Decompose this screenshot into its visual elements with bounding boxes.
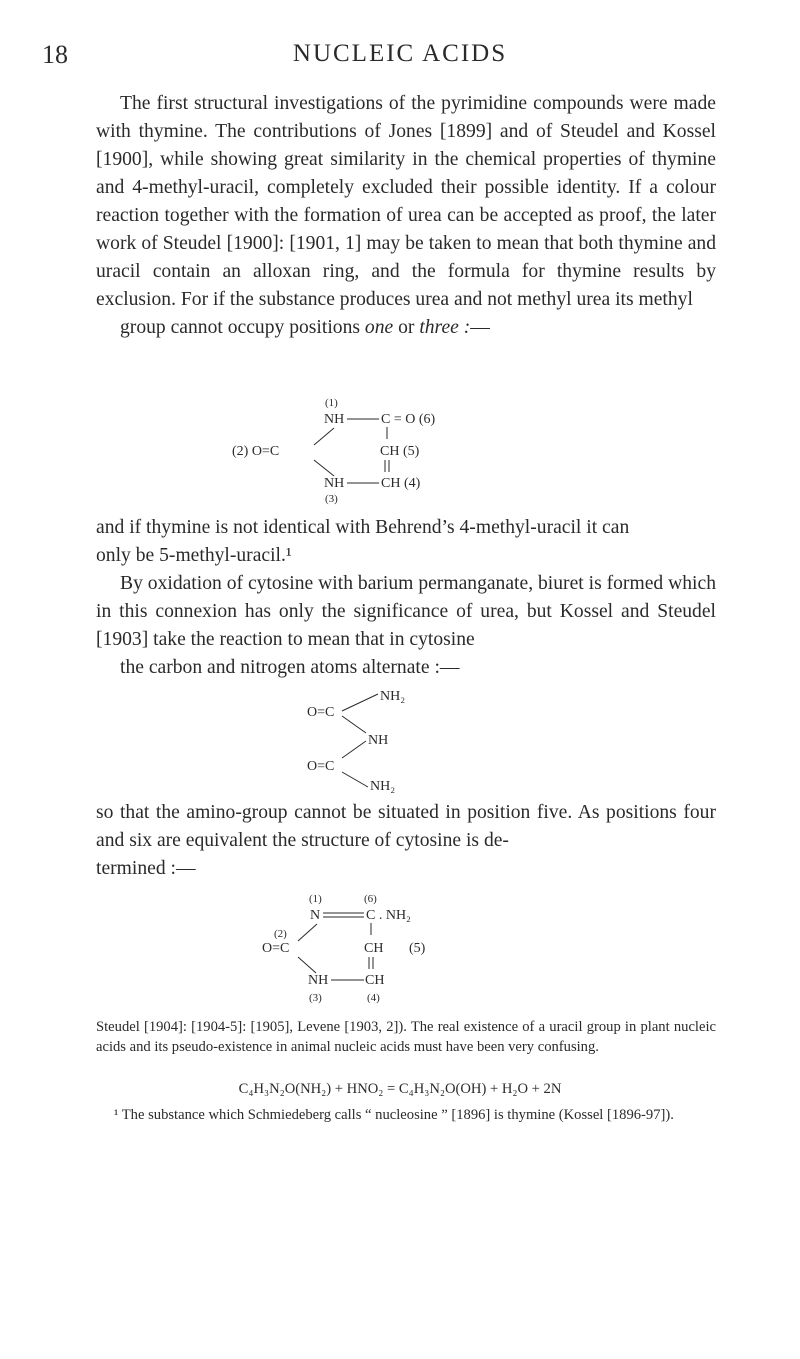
emphasis-one: one — [364, 317, 394, 338]
bond — [342, 772, 368, 787]
atom-label: NH — [324, 412, 345, 427]
emphasis-three: three : — [419, 317, 471, 338]
atom-label: CH (5) — [380, 444, 420, 459]
running-title: NUCLEIC ACIDS — [292, 40, 508, 67]
paragraph-last-line: termined :— — [96, 858, 196, 879]
paragraph-text: so that the amino-group cannot be situated in position five. As positions four and six are equivalent the structure of cytosine is de- — [96, 802, 716, 851]
thymine-ring-formula — [232, 392, 560, 505]
bond — [314, 428, 334, 445]
paragraph-text: By oxidation of cytosine with barium permanganate, biuret is formed which in this connexion has only the significance of urea, but Kossel and Steudel [1903] take the reaction to mean that in cytosine — [96, 573, 716, 650]
atom-label: CH — [364, 941, 384, 956]
paragraph-last-line: the carbon and nitrogen atoms alternate :— — [120, 657, 460, 678]
atom-label: NH — [324, 476, 345, 491]
position-label: (6) — [364, 893, 377, 905]
position-label: (4) — [367, 992, 380, 1004]
paragraph-thymine — [96, 90, 716, 342]
atom-label: NH₂ — [370, 779, 396, 794]
paragraph-amino — [96, 799, 716, 883]
atom-label: N — [310, 908, 321, 923]
atom-label: C = O (6) — [381, 412, 436, 427]
bond — [342, 741, 366, 758]
atom-label: CH (4) — [381, 476, 421, 491]
cytosine-ring-formula — [264, 888, 564, 1004]
position-label: (1) — [325, 397, 338, 409]
paragraph-text: and if thymine is not identical with Behrend’s 4-methyl-uracil it can — [96, 517, 630, 538]
paragraph-last-line: only be 5-methyl-uracil.¹ — [96, 545, 292, 566]
position-label: (3) — [325, 493, 338, 505]
atom-label: O=C — [307, 705, 335, 720]
footnote-1: ¹ The substance which Schmiedeberg calls “ nucleosine ” [1896] is thymine (Kossel [1896-97]). — [114, 1107, 674, 1123]
atom-label: NH — [368, 733, 389, 748]
bond — [342, 694, 378, 711]
paragraph-text: The first structural investigations of the pyrimidine compounds were made with thymine. The contributions of Jones [1899] and of Steudel and Kossel [1900], while showing great similarity in the chemical properties of thymine and 4-methyl-uracil, completely excluded their possible identity. If a colour reaction together with the formation of urea can be accepted as proof, the later work of Steudel [1900]: [1901, 1] may be taken to mean that both thymine and uracil contain an alloxan ring, and the formula for thymine results by exclusion. For if the substance produces urea and not methyl urea its methyl — [96, 93, 716, 310]
footnote-continuation: Steudel [1904]: [1904-5]: [1905], Levene [1903, 2]). The real existence of a uracil group in plant nucleic acids and its pseudo-existence in animal nucleic acids must have been very confusing. — [96, 1019, 716, 1055]
paragraph-behrend — [96, 514, 716, 570]
page-number: 18 — [42, 40, 68, 69]
atom-label: NH — [308, 973, 329, 988]
paragraph-cytosine — [96, 570, 716, 682]
footnote-equation: C₄H₃N₂O(NH₂) + HNO₂ = C₄H₃N₂O(OH) + H₂O + 2N — [238, 1081, 562, 1097]
bond — [342, 716, 366, 733]
atom-label: CH — [365, 973, 385, 988]
position-label: (1) — [309, 893, 322, 905]
bond — [298, 924, 317, 941]
text-run: group cannot occupy positions — [120, 317, 365, 338]
biuret-formula — [300, 680, 500, 792]
atom-label: NH₂ — [380, 689, 406, 704]
text-run: — — [470, 317, 490, 338]
paragraph-last-line — [96, 314, 716, 342]
position-label: (5) — [409, 941, 426, 956]
text-run: or — [393, 317, 420, 338]
atom-label: O=C — [307, 759, 335, 774]
atom-label: O=C — [262, 941, 290, 956]
bond — [298, 957, 316, 973]
position-label: (2) — [274, 928, 287, 940]
bond — [314, 460, 334, 476]
position-label: (3) — [309, 992, 322, 1004]
atom-label: C . NH₂ — [366, 908, 411, 923]
atom-label: (2) O=C — [232, 444, 280, 459]
